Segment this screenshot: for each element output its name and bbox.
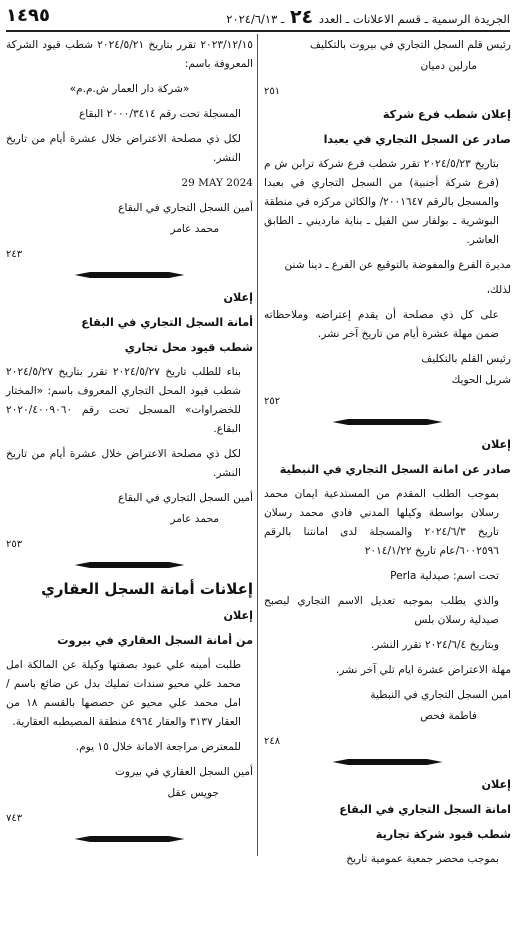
signature-name: مارلين دميان [420,60,477,72]
issue-number: ٢٤ [289,6,314,28]
notice-heading: إعلان [481,778,511,791]
notice-body: بتاريخ ٢٠٢٤/٥/٢٣ تقرر شطب فرع شركة ترابن ش م (فرع شركة أجنبية) من السجل التجاري في بعبدا والمسجل بالرقم ٢٠٠١٦٤٧/ والكائن مركزه في منطقة البوشرية ـ بولفار سن الفيل ـ بناية مارديني ـ الطابق العاشر. [264,158,499,246]
notice-body: مديرة الفرع والمفوضة بالتوقيع عن الفرع ـ دينا شنن [284,259,511,271]
section-separator [6,836,253,842]
notice-heading: إعلان [223,609,253,622]
signature-title: أمين السجل التجاري في البقاع [118,492,253,504]
signature-name: جويس عقل [167,787,219,799]
page-header [6,4,510,32]
notice-body: طلبت أمينه علي عبود بصفتها وكيلة عن المالكة امل محمد علي محيو سندات تمليك بدل عن ضائع باسم / امل محمد علي محيو عن حصصها بالقسم ١٨ من العقار ٣١٣٧ والعقار ٤٩٦٤ منطقة المصيطبه العقارية. [6,659,242,728]
header-separator: ـ [280,12,285,26]
notice-body: بموجب محضر جمعية عمومية تاريخ [346,853,499,865]
notice-body: لكل ذي مصلحة الاعتراض خلال عشرة أيام من تاريخ النشر. [6,133,241,164]
notice-number: ٢٤٨ [264,736,281,747]
notice-subheading: صادر عن امانة السجل التجاري في النبطية [279,463,511,476]
section-separator [264,419,511,425]
notice-number: ٢٥٢ [264,396,281,407]
notice-number: ٢٥٣ [6,539,23,550]
notice-subheading: من أمانة السجل العقاري في بيروت [57,634,253,647]
notice-number: ٧٤٣ [6,813,23,824]
notice-heading: إعلان شطب فرع شركة [382,108,511,121]
notice-body: بناء للطلب تاريخ ٢٠٢٤/٥/٢٧ تقرر بتاريخ ٢٠٢٤/٥/٢٧ شطب قيود المحل التجاري المعروف باسم: «المختار للخضراوات» المسجل تحت رقم ٢٠٢٠/٤٠٠٩٠٦٠ البقاع. [6,366,241,435]
notice-body: بموجب الطلب المقدم من المستدعية ايمان محمد رسلان بواسطة وكيلها المدني فادي محمد رسلان تاريخ ٢٠٢٤/٦/٣ والمسجلة لدى امانتنا بالرقم ٦٠٠٢٥٩٦/عام تاريخ ٢٠١٤/١/٢٢ [264,488,500,557]
section-title: إعلانات أمانة السجل العقاري [41,580,253,598]
notice-body: مهلة الاعتراض عشرة ايام تلي آخر نشر. [335,664,511,676]
stamp-date: 29 MAY 2024 [181,177,253,189]
signature-title: رئيس قلم السجل التجاري في بيروت بالتكليف [309,39,511,51]
signature-name: محمد عامر [170,223,219,235]
signature-name: فاطمة فحص [420,710,477,722]
notice-body: على كل ذي مصلحة أن يقدم إعتراضه وملاحظاته ضمن مهلة عشرة أيام من تاريخ آخر نشر. [264,309,499,340]
right-column [264,36,511,875]
notice-subheading: شطب قيود محل تجاري [124,341,253,354]
signature-name: شربل الحويك [451,374,511,386]
notice-heading: إعلان [481,438,511,451]
signature-title: امين السجل التجاري في النبطية [370,689,511,701]
notice-body: المسجلة تحت رقم ٢٠٠٠/٣٤١٤ البقاع [78,108,241,120]
notice-subheading: أمانة السجل التجاري في البقاع [81,316,253,329]
header-title [226,6,510,28]
issue-date: ٢٠٢٤/٦/١٣ [226,12,278,26]
column-divider [257,34,258,856]
company-name: «شركة دار العمار ش.م.م» [69,83,190,95]
notice-body: لذلك، [486,284,511,296]
notice-body: لكل ذي مصلحة الاعتراض خلال عشرة أيام من تاريخ النشر. [6,448,241,479]
notice-body: والذي يطلب بموجبه تعديل الاسم التجاري ليصبح صيدلية رسلان بلس [264,595,499,626]
section-separator [6,562,253,568]
notice-body: للمعترض مراجعة الامانة خلال ١٥ يوم. [75,741,241,753]
section-separator [6,272,253,278]
signature-title: أمين السجل التجاري في البقاع [118,202,253,214]
signature-title: أمين السجل العقاري في بيروت [114,766,253,778]
header-title-prefix: الجريدة الرسمية ـ قسم الاعلانات ـ العدد [318,12,510,26]
notice-body: وبتاريخ ٢٠٢٤/٦/٤ تقرر النشر. [370,639,499,651]
signature-title: رئيس القلم بالتكليف [421,353,511,365]
page-number: ١٤٩٥ [6,5,50,26]
left-column [6,36,253,852]
notice-heading: إعلان [223,291,253,304]
signature-name: محمد عامر [170,513,219,525]
notice-subheading: امانة السجل التجاري في البقاع [339,803,511,816]
notice-body: ٢٠٢٣/١٢/١٥ تقرر بتاريخ ٢٠٢٤/٥/٢١ شطب قيود الشركة المعروفة باسم: [6,39,253,70]
section-separator [264,759,511,765]
notice-number: ٢٤٣ [6,249,23,260]
notice-subheading: صادر عن السجل التجاري في بعبدا [323,133,511,146]
notice-body: تحت اسم: صيدلية Perla [390,570,499,582]
notice-subheading: شطب قيود شركة تجارية [375,828,511,841]
notice-number: ٢٥١ [264,86,281,97]
